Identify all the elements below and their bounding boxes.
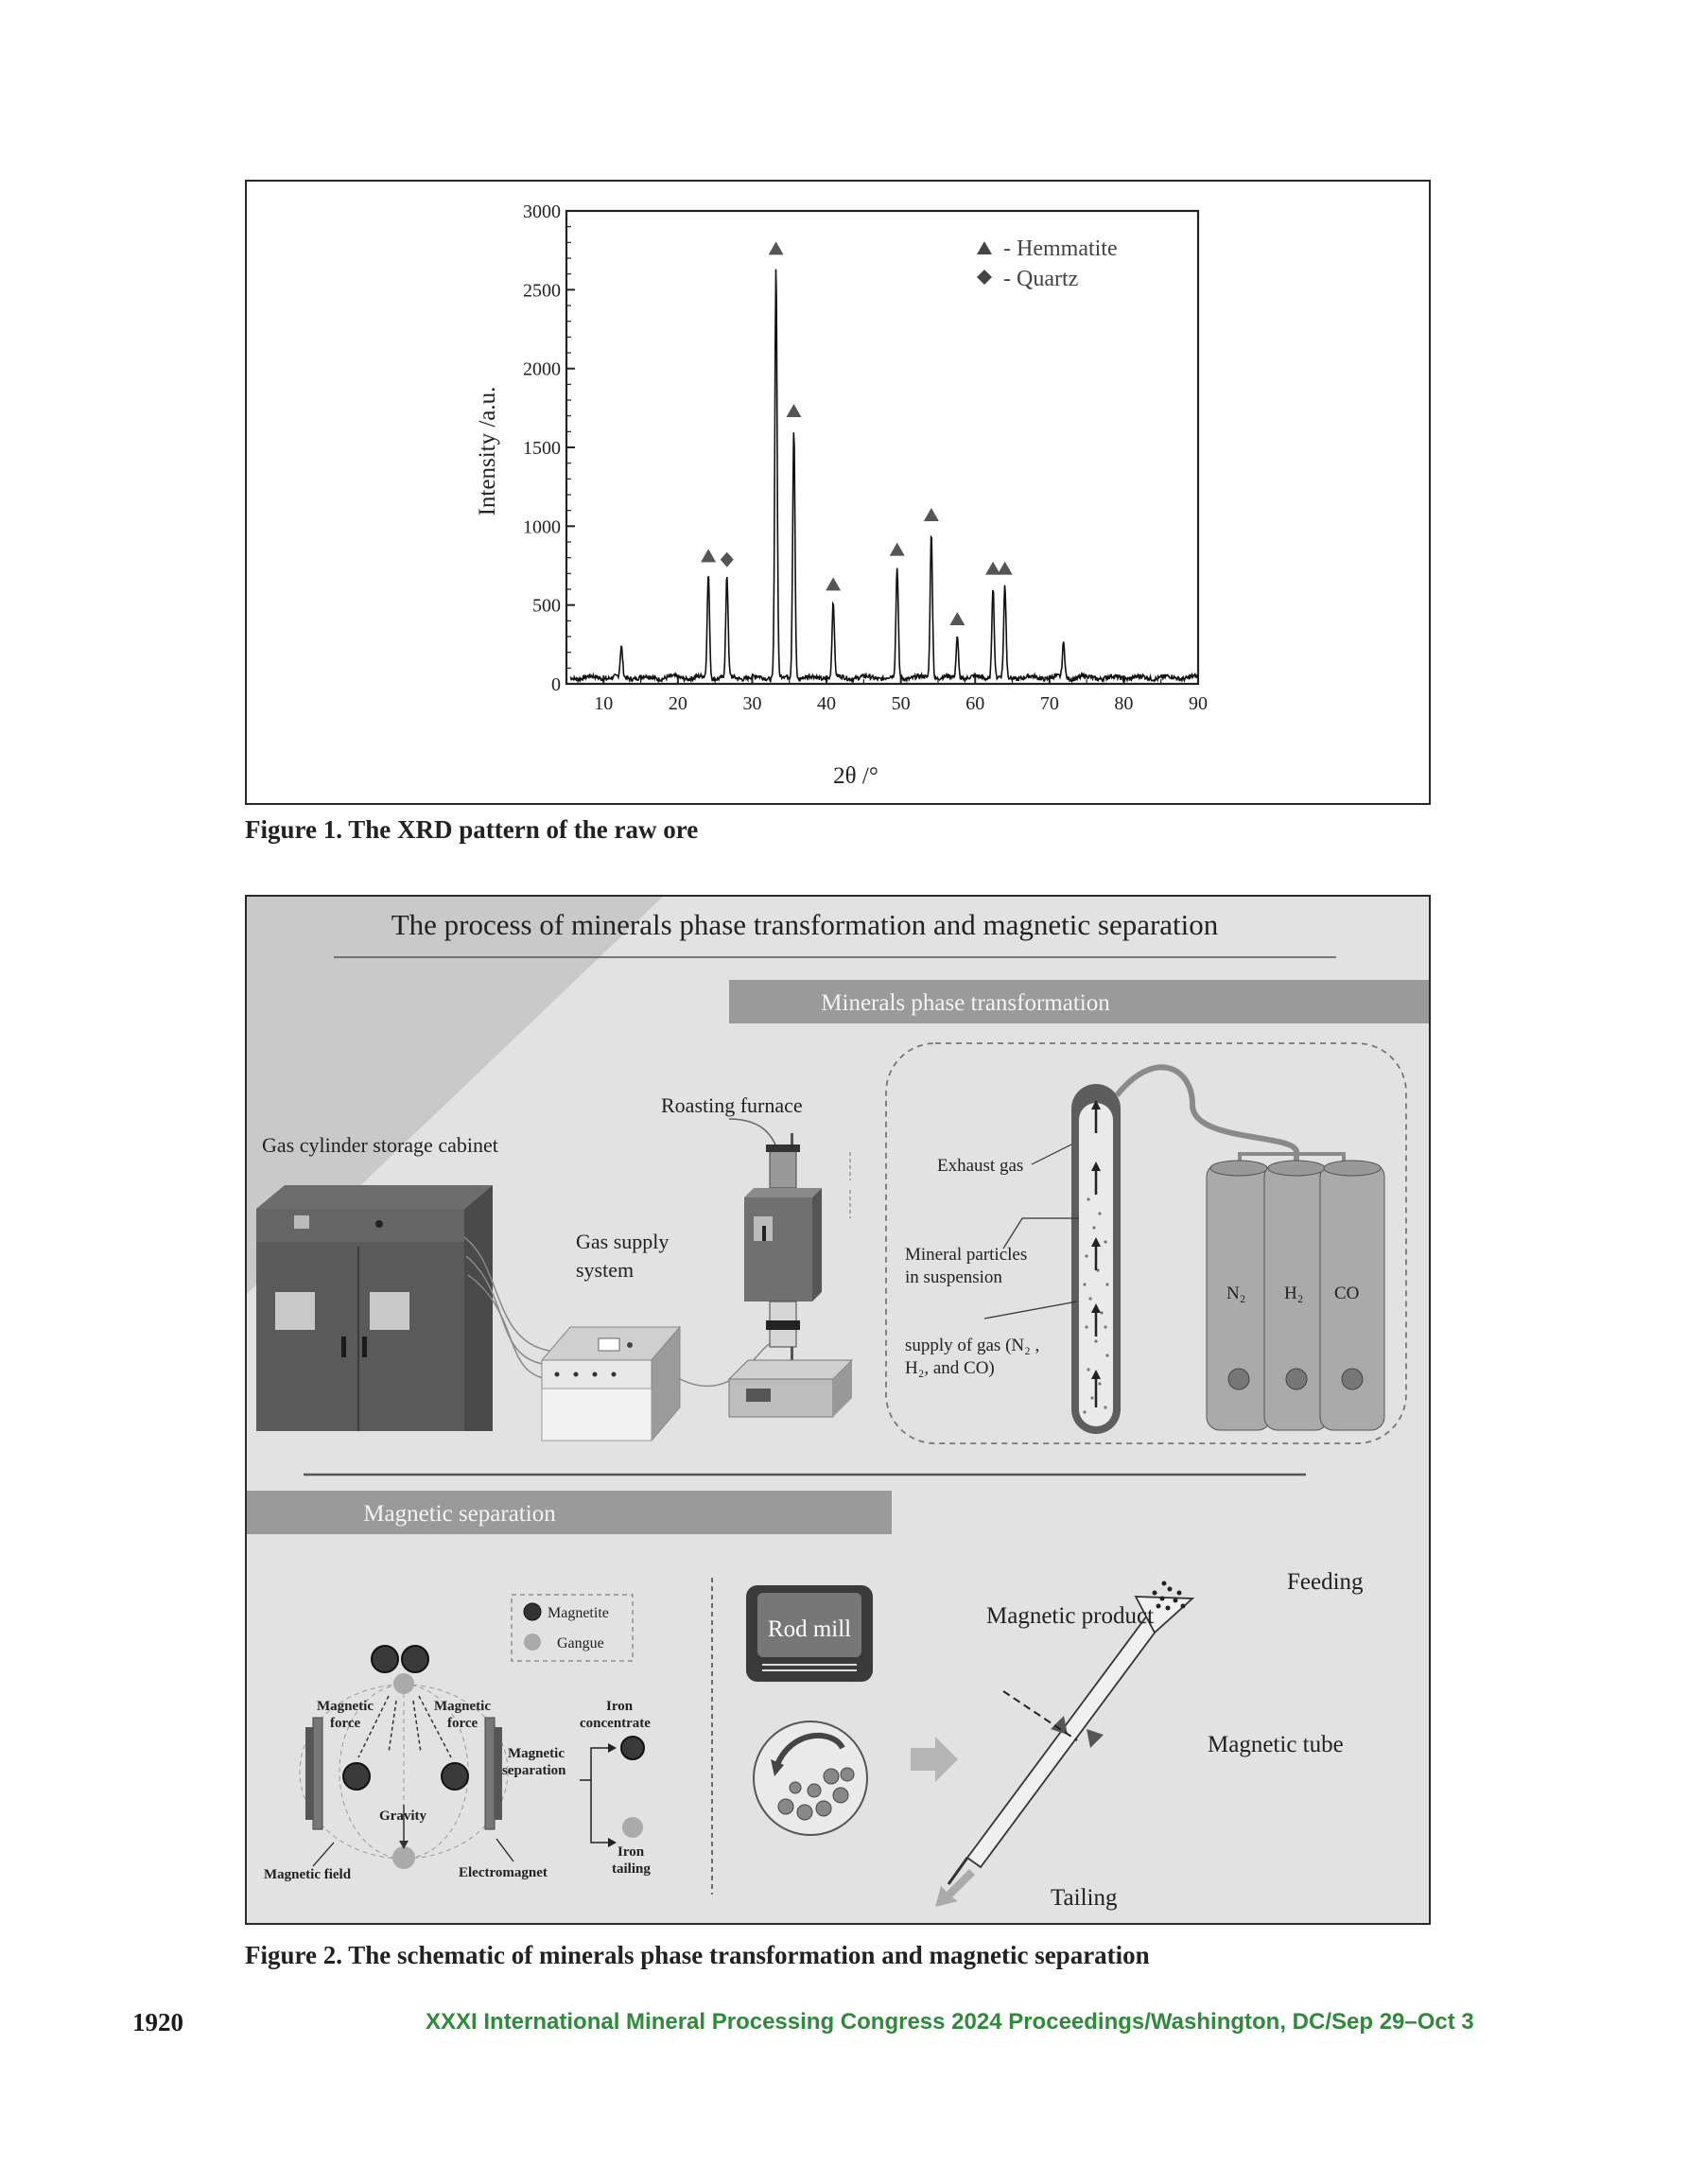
separation-schematic xyxy=(300,1646,508,1869)
legend-label-quartz: - Quartz xyxy=(1003,267,1079,291)
magnetic-product-label: Magnetic product xyxy=(986,1603,1155,1629)
mill-cross-section xyxy=(754,1721,867,1835)
xrd-series-line xyxy=(570,270,1198,682)
iron-concentrate-label-1: Iron xyxy=(606,1699,634,1714)
gas-supply-composition-2: H₂, and CO) xyxy=(905,1358,995,1378)
y-tick-label: 500 xyxy=(532,595,561,617)
co-cylinder-label: CO xyxy=(1334,1284,1360,1303)
magnetic-force-left-2: force xyxy=(330,1716,361,1731)
y-tick-label: 2500 xyxy=(523,280,561,302)
x-tick-label: 50 xyxy=(891,693,911,714)
figure1-frame xyxy=(245,180,1431,805)
magnetic-force-right-2: force xyxy=(447,1716,478,1731)
gas-cylinder-cabinet xyxy=(256,1185,493,1431)
legend-triangle-marker xyxy=(977,241,992,254)
gangue-legend-label: Gangue xyxy=(557,1635,604,1651)
magnetic-tube-label: Magnetic tube xyxy=(1208,1732,1344,1757)
hematite-peak-marker xyxy=(701,549,716,562)
legend-label-hemmatite: - Hemmatite xyxy=(1003,236,1118,261)
x-tick-label: 10 xyxy=(594,693,614,714)
n2-cylinder-label: N₂ xyxy=(1226,1284,1246,1303)
schematic xyxy=(247,897,1429,1923)
magnetite-legend-label: Magnetite xyxy=(548,1605,609,1621)
hematite-peak-marker xyxy=(890,543,905,556)
magnetite-legend-icon xyxy=(524,1603,541,1620)
fluidized-bed-tube xyxy=(1071,1084,1121,1434)
magnetic-section-title: Magnetic separation xyxy=(363,1501,556,1527)
mineral-particles-label-1: Mineral particles xyxy=(905,1245,1028,1265)
iron-tailing-label-2: tailing xyxy=(612,1861,651,1877)
plot-area xyxy=(566,211,1198,684)
iron-tailing-label-1: Iron xyxy=(617,1844,645,1860)
page-number: 1920 xyxy=(132,2008,183,2036)
x-tick-label: 30 xyxy=(742,693,762,714)
legend-diamond-marker xyxy=(977,270,992,285)
hematite-peak-marker xyxy=(949,612,965,625)
rod-mill-label: Rod mill xyxy=(767,1616,852,1642)
hematite-peak-marker xyxy=(769,241,784,254)
legend xyxy=(977,236,1118,291)
flow-arrow xyxy=(911,1737,958,1782)
x-axis-label: 2θ /° xyxy=(833,763,878,789)
magnetic-field-label: Magnetic field xyxy=(264,1867,352,1882)
magnetic-force-right-1: Magnetic xyxy=(434,1699,491,1714)
schematic-title: The process of minerals phase transformation and magnetic separation xyxy=(391,908,1219,941)
x-tick-label: 90 xyxy=(1189,693,1208,714)
magnetic-section-header xyxy=(247,1491,892,1534)
roasting-furnace-label: Roasting furnace xyxy=(661,1093,803,1117)
y-tick-label: 3000 xyxy=(523,201,561,222)
xrd-chart xyxy=(247,182,1429,803)
x-tick-label: 80 xyxy=(1114,693,1134,714)
hematite-peak-marker xyxy=(826,577,841,590)
y-tick-label: 2000 xyxy=(523,358,561,380)
gas-supply-composition-1: supply of gas (N₂ , xyxy=(905,1336,1040,1355)
hematite-peak-marker xyxy=(998,562,1013,575)
h2-cylinder-label: H₂ xyxy=(1284,1284,1304,1303)
magnetic-separation-label-1: Magnetic xyxy=(508,1746,565,1761)
mineral-particles-label-2: in suspension xyxy=(905,1267,1002,1287)
x-tick-label: 70 xyxy=(1039,693,1059,714)
tailing-label: Tailing xyxy=(1051,1885,1118,1911)
magnet-pole-lower xyxy=(1087,1729,1104,1748)
y-tick-label: 1000 xyxy=(523,516,561,538)
feeding-label: Feeding xyxy=(1287,1569,1364,1595)
gravity-label: Gravity xyxy=(379,1808,426,1824)
figure2-caption: Figure 2. The schematic of minerals phase transformation and magnetic separation xyxy=(245,1941,1150,1969)
iron-concentrate-icon xyxy=(621,1737,644,1759)
y-axis-label: Intensity /a.u. xyxy=(475,386,500,516)
gas-supply-label-1: Gas supply xyxy=(576,1230,670,1253)
figure2-frame xyxy=(245,895,1431,1925)
x-tick-label: 60 xyxy=(965,693,985,714)
magnetic-force-left-1: Magnetic xyxy=(317,1699,374,1714)
y-tick-label: 0 xyxy=(551,674,561,695)
electromagnet-label: Electromagnet xyxy=(459,1865,548,1880)
y-tick-label: 1500 xyxy=(523,438,561,459)
gas-cabinet-label: Gas cylinder storage cabinet xyxy=(262,1133,498,1157)
hematite-peak-marker xyxy=(786,404,801,417)
exhaust-gas-label: Exhaust gas xyxy=(937,1156,1024,1176)
hematite-peak-marker xyxy=(985,562,1000,575)
iron-concentrate-label-2: concentrate xyxy=(580,1716,651,1731)
iron-tailing-icon xyxy=(622,1817,643,1838)
x-tick-label: 40 xyxy=(817,693,837,714)
magnetic-separation-label-2: separation xyxy=(502,1763,566,1778)
running-footer: XXXI International Mineral Processing Congress 2024 Proceedings/Washington, DC/Sep 29–Oct 3 xyxy=(426,2009,1474,2035)
quartz-peak-marker xyxy=(721,552,734,568)
gangue-legend-icon xyxy=(524,1634,541,1651)
gas-supply-label-2: system xyxy=(576,1258,635,1282)
phase-section-title: Minerals phase transformation xyxy=(821,990,1110,1016)
x-tick-label: 20 xyxy=(668,693,687,714)
hematite-peak-marker xyxy=(924,508,939,521)
roasting-furnace xyxy=(729,1133,852,1417)
figure1-caption: Figure 1. The XRD pattern of the raw ore xyxy=(245,815,699,844)
gas-supply-system xyxy=(542,1327,680,1441)
